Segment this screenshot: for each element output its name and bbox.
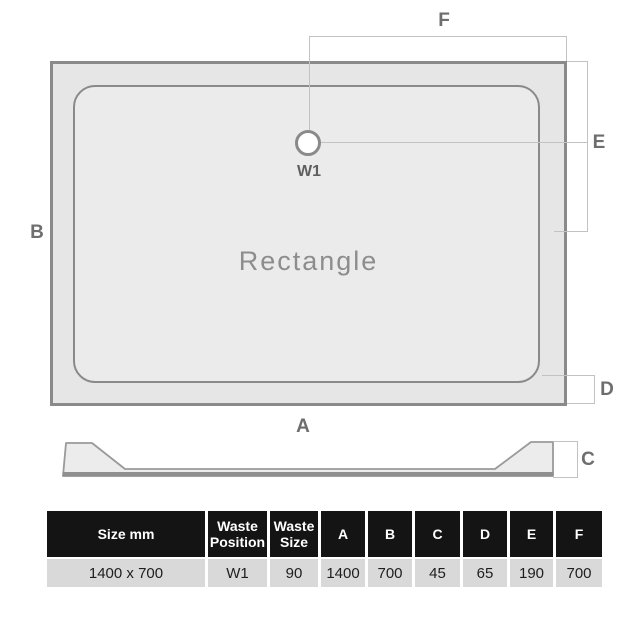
- table-cell-size: 1400 x 700: [47, 559, 205, 587]
- dimension-label-e: E: [592, 132, 606, 153]
- table-cell-waste-size: 90: [270, 559, 318, 587]
- table-header-cell: F: [556, 511, 602, 557]
- dimension-line-e-waste: [321, 142, 588, 143]
- table-cell-b: 700: [368, 559, 412, 587]
- tray-side-profile: [60, 438, 580, 480]
- table-header-cell: E: [510, 511, 553, 557]
- dimension-line-d-top: [542, 375, 595, 376]
- dimension-line-d-right: [594, 375, 595, 404]
- table-cell-a: 1400: [321, 559, 365, 587]
- table-cell-c: 45: [415, 559, 460, 587]
- dimension-label-f: F: [438, 10, 450, 31]
- dimension-bracket-e: [567, 61, 588, 232]
- dimension-line-d-bottom: [567, 403, 595, 404]
- table-header-cell: A: [321, 511, 365, 557]
- table-header-cell: Waste Size: [270, 511, 318, 557]
- dimension-label-b: B: [30, 222, 44, 243]
- waste-outlet-marker: [295, 130, 321, 156]
- table-header-cell: Waste Position: [208, 511, 267, 557]
- table-cell-d: 65: [463, 559, 507, 587]
- dimension-label-d: D: [600, 379, 614, 400]
- dimension-line-f-left: [309, 36, 310, 130]
- table-header-cell: C: [415, 511, 460, 557]
- dimension-label-a: A: [296, 416, 310, 437]
- waste-position-label: W1: [297, 163, 321, 180]
- table-cell-f: 700: [556, 559, 602, 587]
- dimension-bracket-c: [553, 441, 578, 478]
- dimension-label-c: C: [581, 449, 595, 470]
- table-header-cell: B: [368, 511, 412, 557]
- table-cell-e: 190: [510, 559, 553, 587]
- shape-name-label: Rectangle: [238, 246, 379, 276]
- dimension-line-e-bottom-ext: [554, 231, 567, 232]
- spec-table: [47, 511, 603, 587]
- table-cell-waste-position: W1: [208, 559, 267, 587]
- dimension-line-f-right: [566, 36, 567, 61]
- dimension-line-f-top: [309, 36, 567, 37]
- table-header-cell: D: [463, 511, 507, 557]
- table-header-cell: Size mm: [47, 511, 205, 557]
